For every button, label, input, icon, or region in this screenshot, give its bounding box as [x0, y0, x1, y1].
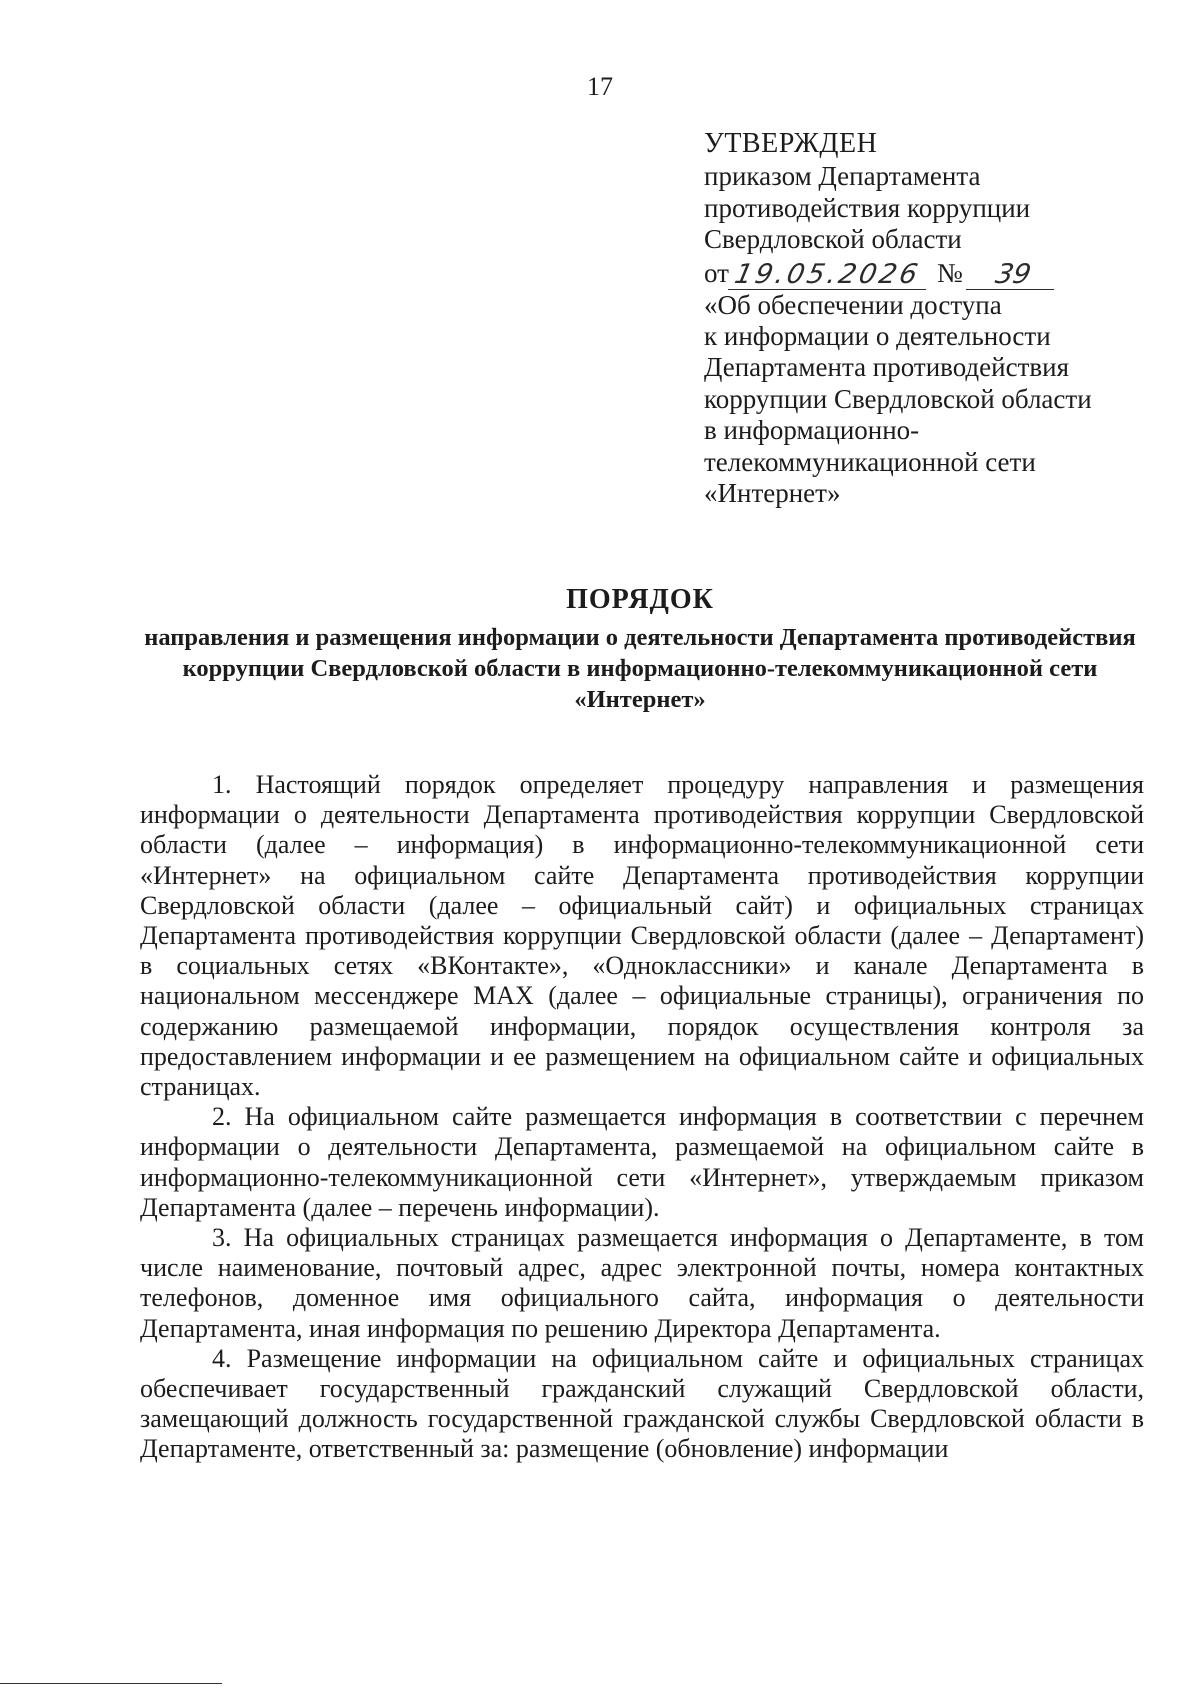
approval-line: приказом Департамента [704, 161, 981, 192]
approval-date-number-row [704, 256, 1144, 290]
order-title-line: «Об обеспечении доступа [704, 289, 1002, 320]
handwritten-date: 19.05.2026 [728, 261, 932, 290]
approval-line: противодействия коррупции [704, 192, 1031, 223]
paragraph-2: 2. На официальном сайте размещается информация в соответствии с перечнем информации о деятельности Департамента, размещаемой на официальном сайте в информационно-телекоммуникационной сети «Интернет», утверждаемым приказом Департамента (далее – перечень информации). [140, 1102, 1144, 1222]
paragraph-1: 1. Настоящий порядок определяет процедуру направления и размещения информации о деятельности Департамента противодействия коррупции Свердловской области (далее – информация) в информационно-телекоммуникационной сети «Интернет» на официальном сайте Департамента противодействия коррупции Свердловской области (далее – официальный сайт) и официальных страницах Департамента противодействия коррупции Свердловской области (далее – Департамент) в социальных сетях «ВКонтакте», «Одноклассники» и канале Департамента в национальном мессенджере MAX (далее – официальные страницы), ограничения по содержанию размещаемой информации, порядок осуществления контроля за предоставлением информации и ее размещением на официальном сайте и официальных страницах. [140, 770, 1144, 1102]
page-number: 17 [587, 72, 613, 101]
document-title-block [140, 584, 1140, 715]
approval-line: Свердловской области [704, 224, 962, 255]
handwritten-number: 39 [966, 261, 1060, 290]
footnote-divider [0, 1683, 222, 1684]
document-body [140, 770, 1144, 1465]
order-title-line: коррупции Свердловской области [704, 383, 1092, 414]
document-title: ПОРЯДОК [566, 584, 714, 615]
approval-heading: УТВЕРЖДЕН [704, 128, 878, 159]
paragraph-3: 3. На официальных страницах размещается информация о Департаменте, в том числе наименование, почтовый адрес, адрес электронной почты, номера контактных телефонов, доменное имя официального сайта, информация о деятельности Департамента, иная информация по решению Директора Департамента. [140, 1223, 1144, 1343]
paragraph-4: 4. Размещение информации на официальном сайте и официальных страницах обеспечивает государственный гражданский служащий Свердловской области, замещающий должность государственной гражданской службы Свердловской области в Департаменте, ответственный за: размещение (обновление) информации [140, 1343, 1144, 1464]
date-label: от [704, 258, 729, 289]
order-title-line: Департамента противодействия [704, 352, 1070, 383]
order-title-line: «Интернет» [704, 478, 841, 509]
number-label: № [936, 258, 963, 289]
order-title-line: телекоммуникационной сети [704, 446, 1036, 477]
order-title-line: к информации о деятельности [704, 321, 1051, 352]
approval-stamp-block [704, 128, 1144, 509]
order-title-line: в информационно- [704, 415, 920, 446]
document-subtitle: направления и размещения информации о деятельности Департамента противодействия коррупции Свердловской области в информационно-телекоммуникационной сети «Интернет» [144, 624, 1136, 713]
